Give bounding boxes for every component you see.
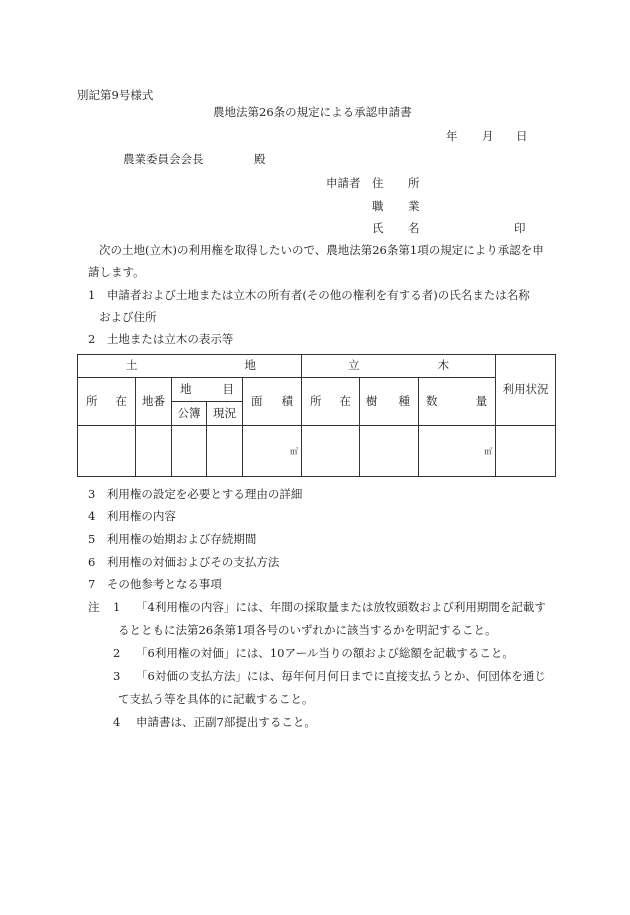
registry-header: 公簿 [172,402,207,426]
note-3-line-2: て支払う等を具体的に記載すること。 [118,692,314,706]
address-label-1: 住 [372,176,384,190]
cell-current [207,426,243,477]
quantity-header [419,378,496,426]
tree-species-header [360,378,419,426]
tree-location-header [302,378,360,426]
item-3: 3 利用権の設定を必要とする理由の詳細 [88,487,303,501]
seal-mark: 印 [514,221,526,235]
cell-tree-location [302,426,360,477]
note-4-line-1: 申請書は、正副7部提出すること。 [136,715,316,729]
note-2-line-1: 「6利用権の対価」には、10アール当りの額および総額を記載すること。 [136,646,514,660]
land-header-char-1: 土 [126,358,138,373]
tree-location-char-1: 所 [310,393,322,408]
land-tree-table [77,354,556,477]
area-header [243,378,302,426]
note-4-number: 4 [113,715,121,729]
land-category-header [172,378,243,402]
cell-tree-species [360,426,419,477]
occupation-label-2: 業 [408,199,420,213]
note-3-number: 3 [113,669,121,683]
cell-lot-number [136,426,172,477]
tree-species-char-2: 種 [398,393,411,408]
location-char-2: 在 [115,393,127,408]
item-6: 6 利用権の対価およびその支払方法 [88,555,280,569]
tree-species-char-1: 樹 [366,393,378,408]
area-unit: ㎡ [290,447,299,456]
item-1-line-1: 1 申請者および土地または立木の所有者(その他の権利を有する者)の氏名または名称 [88,288,530,302]
item-1-line-2: および住所 [99,310,157,324]
date-month-label: 月 [482,129,494,143]
date-day-label: 日 [516,129,528,143]
land-category-char-1: 地 [180,381,192,396]
cell-quantity [419,426,496,477]
note-1-line-1: 「4利用権の内容」には、年間の採取量または放牧頭数および利用期間を記載す [136,600,546,614]
note-2-number: 2 [113,646,121,660]
area-char-1: 面 [251,393,263,408]
name-label-2: 名 [408,221,420,235]
item-2: 2 土地または立木の表示等 [88,332,234,346]
location-char-1: 所 [86,393,98,408]
applicant-label: 申請者 [326,176,361,190]
item-7: 7 その他参考となる事項 [88,577,222,591]
tree-header-char-1: 立 [348,358,360,373]
cell-location [78,426,136,477]
land-header-char-2: 地 [244,358,257,373]
current-header: 現況 [207,402,243,426]
note-1-number: 1 [113,600,121,614]
cell-usage [496,426,556,477]
land-header [78,355,302,378]
location-header [78,378,136,426]
date-year-label: 年 [446,129,458,143]
cell-registry [172,426,207,477]
addressee-name: 農業委員会会長 [123,152,204,166]
document-title: 農地法第26条の規定による承認申請書 [213,105,412,119]
land-category-char-2: 目 [222,381,234,396]
note-3-line-1: 「6対価の支払方法」には、毎年何月何日までに直接支払うとか、何団体を通じ [136,669,546,683]
quantity-char-2: 量 [475,393,488,408]
cell-area [243,426,302,477]
name-label-1: 氏 [372,221,384,235]
notes-label: 注 [88,600,100,614]
tree-header [302,355,496,378]
quantity-char-1: 数 [426,393,438,408]
tree-header-char-2: 木 [437,358,450,373]
area-char-2: 積 [281,393,294,408]
body-line-1: 次の土地(立木)の利用権を取得したいので、農地法第26条第1項の規定により承認を申 [99,243,544,257]
usage-header: 利用状況 [496,355,556,426]
tree-location-char-2: 在 [339,393,352,408]
item-4: 4 利用権の内容 [88,509,176,523]
volume-unit: ㎥ [484,447,493,456]
note-1-line-2: るとともに法第26条第1項各号のいずれかに該当するかを明記すること。 [118,623,497,637]
occupation-label-1: 職 [372,199,384,213]
lot-number-header: 地番 [136,378,172,426]
item-5: 5 利用権の始期および存続期間 [88,532,257,546]
address-label-2: 所 [408,176,420,190]
body-line-2: 請します。 [88,265,145,279]
addressee-honorific: 殿 [254,152,266,166]
form-id: 別記第9号様式 [77,88,154,102]
